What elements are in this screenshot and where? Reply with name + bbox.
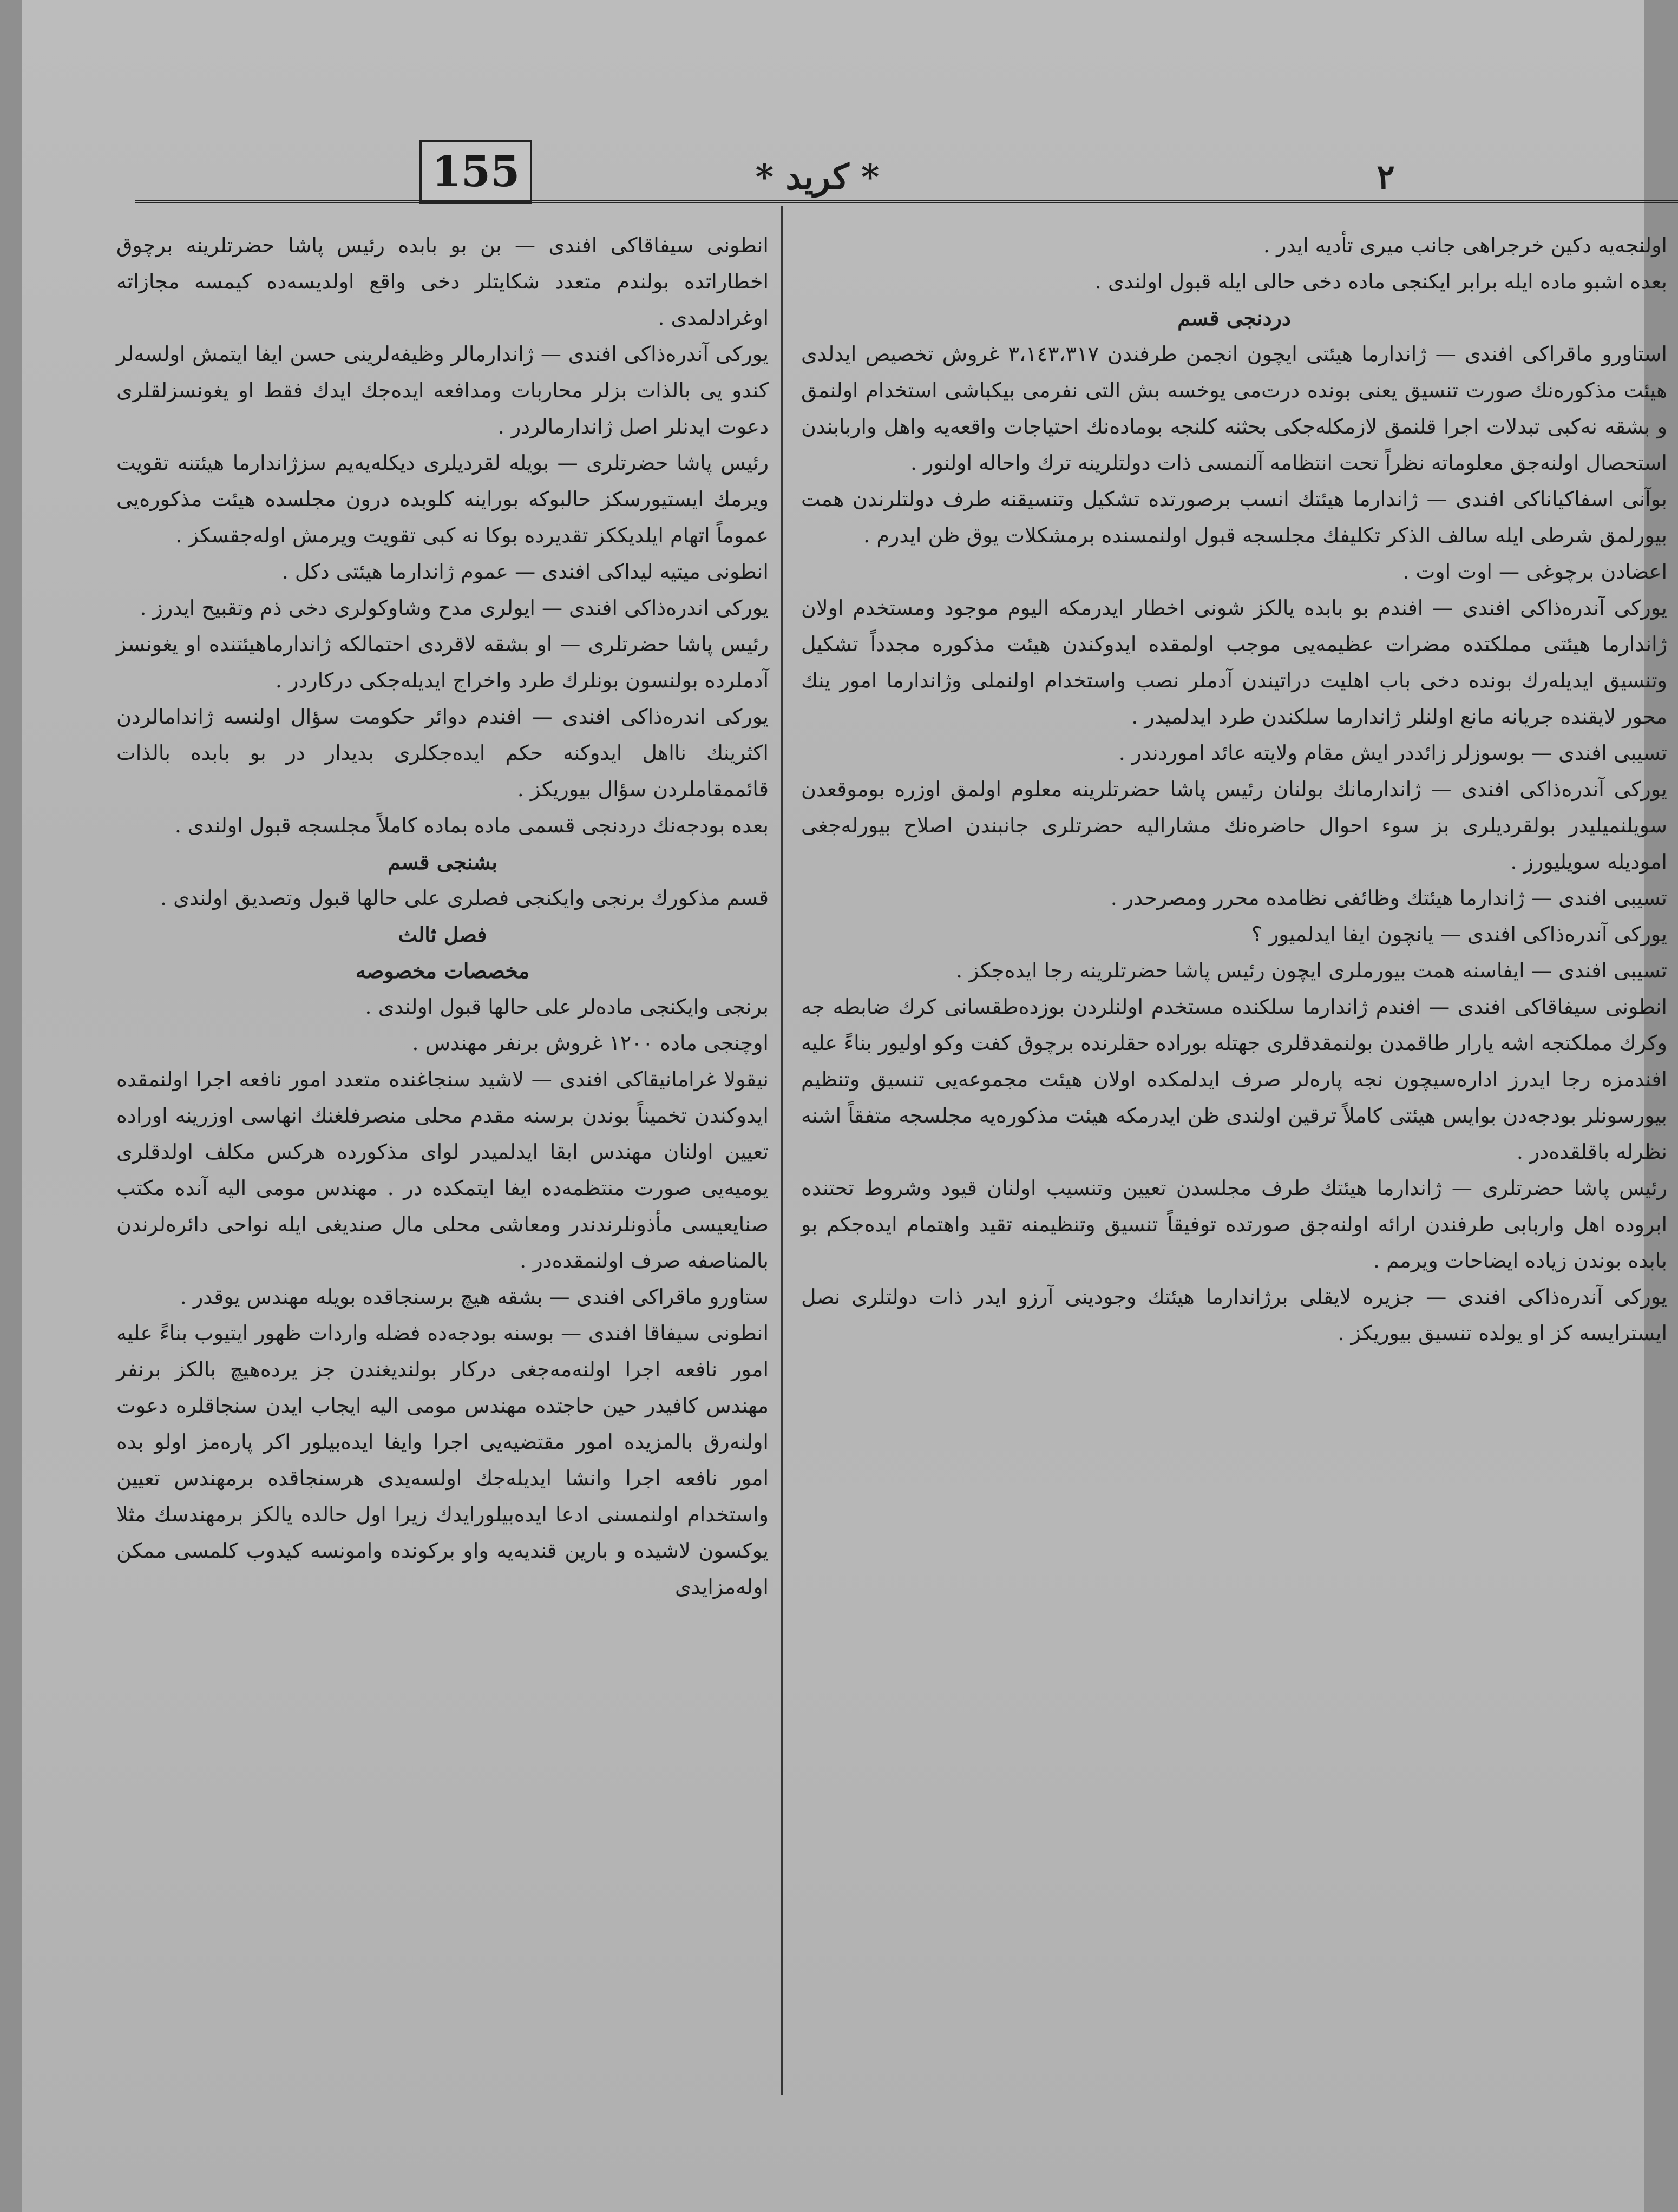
section-heading: فصل ثالث xyxy=(398,922,487,947)
left-column xyxy=(116,227,769,1605)
section-heading: دردنجی قسم xyxy=(1177,306,1291,330)
paragraph: رئیس پاشا حضرتلری — ژاندارما هیئتك طرف مجلسدن تعیین وتنسیب اولنان قیود وشروط تحتنده ابروده اهل واربابی طرفندن ارائه اولنه‌جق صورتده توفیقاً تنسیق وتنظیمنه تقید واهتمام ایده‌جکم بو بابده بوندن زیاده ایضاحات ویرمم . xyxy=(801,1176,1667,1272)
paragraph: استاورو ماقراکی افندی — ژاندارما هیئتی ایچون انجمن طرفندن ٣،١٤٣،٣١٧ غروش تخصیص ایدلدی هیئت مذکوره‌نك صورت تنسیق یعنی بونده درت‌می یوخسه بش التی نفرمی بیکباشی استخدام اولنمق و بشقه نه‌کبی تبدلات اجرا قلنمق لازمکله‌جکی بحثنه کلنجه بوماده‌نك احتیاجات واقعه‌یه واهل واربابندن استحصال اولنه‌جق معلوماته نظراً تحت انتظامه آلنمسی ذات دولتلرینه ترك واحاله اولنور . xyxy=(801,342,1667,475)
paragraph: تسیبی افندی — ایفاسنه همت بیورملری ایچون رئیس پاشا حضرتلرینه رجا ایده‌جکز . xyxy=(955,959,1667,982)
section-heading: مخصصات مخصوصه xyxy=(355,959,530,983)
paragraph: برنجی وایکنجی ماده‌لر علی حالها قبول اولندی . xyxy=(365,995,769,1019)
paragraph: انطونی میتیه لیداکی افندی — عموم ژاندارما هیئتی دکل . xyxy=(281,560,769,583)
newspaper-page xyxy=(22,0,1667,2212)
paragraph: انطونی سیفاقاکی افندی — افندم ژاندارما سلکنده مستخدم اولنلردن بوزده‌طقسانی کرك ضابطه جه وکرك مملکتجه اشه یارار طاقمدن بولنمقدقلری جهتله بوراده حقلرنده برچوق کفت وکو اولیور بناءً علیه افندمزه رجا ایدرز اداره‌سیچون نجه پاره‌لر صرف ایدلمکده اولان هیئت مجموعه‌یی تنسیق وتنظیم بیورسونلر بودجه‌دن بوایس هیئتی کاملاً ترقین اولندی ظن ایدرمکه هیئت مذکوره‌یه مجلسجه متفقاً اشنه نظرله باقلقده‌در . xyxy=(801,995,1667,1164)
paragraph: انطونی سیفاقاکی افندی — بن بو بابده رئیس پاشا حضرتلرینه برچوق اخطاراتده بولندم متعدد شکایتلر دخی واقع اولدیسه‌ده کیمسه مجازاته اوغرادلمدی . xyxy=(116,233,769,330)
paragraph: قسم مذکورك برنجی وایکنجی فصلری علی حالها قبول وتصدیق اولندی . xyxy=(160,886,769,910)
paragraph: یورکی اندره‌ذاکی افندی — افندم دوائر حکومت سؤال اولنسه ژاندامالردن اکثرینك نااهل ایدوکنه حکم ایده‌جکلری بدیدار در بو بابده بالذات قائممقاملردن سؤال بیوریکز . xyxy=(116,705,769,801)
page-number: 155 xyxy=(420,140,532,204)
paragraph: یورکی آندره‌ذاکی افندی — ژاندارمالر وظیفه‌لرینی حسن ایفا ایتمش اولسه‌لر کندو یی بالذات بزلر محاربات ومدافعه ایده‌جك ایدك فقط او یغونسزلقلری دعوت ایدنلر اصل ژاندارمالردر . xyxy=(116,342,769,438)
paragraph: یورکی آندره‌ذاکی افندی — ژاندارمانك بولنان رئیس پاشا حضرتلرینه معلوم اولمق اوزره بوموقعدن سویلنمیلیدر بولقردیلری بز سوء احوال حاضره‌نك مشارالیه حضرتلری جانبندن اصلاح بیورله‌جغی امودیله سویلیورز . xyxy=(801,777,1667,874)
paragraph: رئیس پاشا حضرتلری — او بشقه لاقردی احتمالکه ژاندارماهیئتنده او یغونسز آدملرده بولنسون بونلرك طرد واخراج ایدیله‌جکی درکاردر . xyxy=(116,632,769,692)
section-heading: بشنجی قسم xyxy=(388,850,497,874)
paragraph: بوآنی اسفاکیاناکی افندی — ژاندارما هیئتك انسب برصورتده تشکیل وتنسیقنه طرف دولتلرندن همت بیورلمق شرطی ایله سالف الذکر تکلیفك مجلسجه قبول اولنمسنده برمشکلات یوق ظن ایدرم . xyxy=(801,487,1667,547)
paragraph: بعده اشبو ماده ایله برابر ایکنجی ماده دخی حالی ایله قبول اولندی . xyxy=(1094,270,1667,293)
paragraph: یورکی اندره‌ذاکی افندی — ایولری مدح وشاوکولری دخی ذم وتقبیح ایدرز . xyxy=(140,596,769,620)
paragraph: نیقولا غرامانیقاکی افندی — لاشید سنجاغنده متعدد امور نافعه اجرا اولنمقده ایدوکندن تخمیناً بوندن برسنه مقدم محلی منصرفلغنك انهاسی اوزرینه اوراده تعیین اولنان مهندس ابقا ایدلمیدر لوای مذکورده هرکس مکلف اولدقلری یومیه‌یی صورت منتظمه‌ده ایفا ایتمکده در . مهندس مومی الیه آنده مکتب صنایعیسی مأذونلرندندر ومعاشی محلی مال صندیغی ایله نواحی دائره‌لرندن بالمناصفه صرف اولنمقده‌در . xyxy=(116,1067,769,1272)
paragraph: ستاورو ماقراکی افندی — بشقه هیچ برسنجاقده بویله مهندس یوقدر . xyxy=(180,1285,769,1309)
paragraph: اوچنجی ماده ١٢٠٠ غروش برنفر مهندس . xyxy=(412,1031,769,1055)
paragraph: اولنجه‌یه دکین خرجراهی جانب میری تأدیه ایدر . xyxy=(1263,233,1667,257)
paragraph: یورکی آندره‌ذاکی افندی — یانچون ایفا ایدلمیور ؟ xyxy=(1251,922,1667,946)
paragraph: اعضادن برچوغی — اوت اوت . xyxy=(1402,560,1667,583)
paragraph: بعده بودجه‌نك دردنجی قسمی ماده بماده کاملاً مجلسجه قبول اولندی . xyxy=(174,813,769,837)
masthead-title: * کرید * xyxy=(755,157,880,198)
paragraph: انطونی سیفاقا افندی — بوسنه بودجه‌ده فضله واردات ظهور ایتیوب بناءً علیه امور نافعه اجرا اولنه‌مه‌جغی درکار بولندیغندن جز یرده‌هیچ بالکز برنفر مهندس کافیدر حین حاجتده مهندس مومی الیه ایجاب ایدن سنجاقلره دعوت اولنه‌رق بالمزیده امور مقتضیه‌یی اجرا وایفا ایده‌بیلور اکر پاره‌مز اولو بده امور نافعه اجرا وانشا ایدیله‌جك اولسه‌یدی هرسنجاقده برمهندس تعیین واستخدام اولنمسنی ادعا ایده‌بیلورایدك زیرا اول حالده یالکز برمهندسك مثلا یوکسون لاشیده و بارین قندیه‌یه واو برکونده وامونسه کیدوب کلمسی ممکن اوله‌مزایدی xyxy=(116,1321,769,1599)
paragraph: تسیبی افندی — ژاندارما هیئتك وظائفی نظامده محرر ومصرحدر . xyxy=(1110,886,1667,910)
header-rule xyxy=(135,200,1678,203)
paragraph: یورکی آندره‌ذاکی افندی — افندم بو بابده یالکز شونی اخطار ایدرمکه الیوم موجود ومستخدم اولان ژاندارما هیئتی مملکتده مضرات عظیمه‌یی موجب اولمقده ایدوکندن هیئت مذکوره مجدداً تشکیل وتنسیق ایدیله‌رك بونده دخی باب اهلیت دراتیندن آدملر نصب واستخدام اولنملی وژاندارما امور ینك محور لایقنده جریانه مانع اولنلر ژاندارما سلکندن طرد ایدلمیدر . xyxy=(801,596,1667,728)
paragraph: تسیبی افندی — بوسوزلر زائددر ایش مقام ولایته عائد اموردندر . xyxy=(1118,741,1667,765)
right-column xyxy=(801,227,1667,1351)
paragraph: رئیس پاشا حضرتلری — بویله لقردیلری دیکله‌یه‌یم سزژاندارما هیئتنه تقویت ویرمك ایستیورسکز حالبوکه بوراینه کلوبده درون مجلسده هیئت مذکوره‌یی عموماً اتهام ایلدیککز تقدیرده بوکا نه کبی تقویت ویرمش اوله‌جقسکز . xyxy=(116,451,769,547)
column-divider xyxy=(781,206,783,2095)
paragraph: یورکی آندره‌ذاکی افندی — جزیره لایقلی برژاندارما هیئتك وجودینی آرزو ایدر ذات دولتلری نصل ایسترایسه کز او یولده تنسیق بیوریکز . xyxy=(801,1285,1667,1345)
issue-number: ٢ xyxy=(1377,157,1395,196)
